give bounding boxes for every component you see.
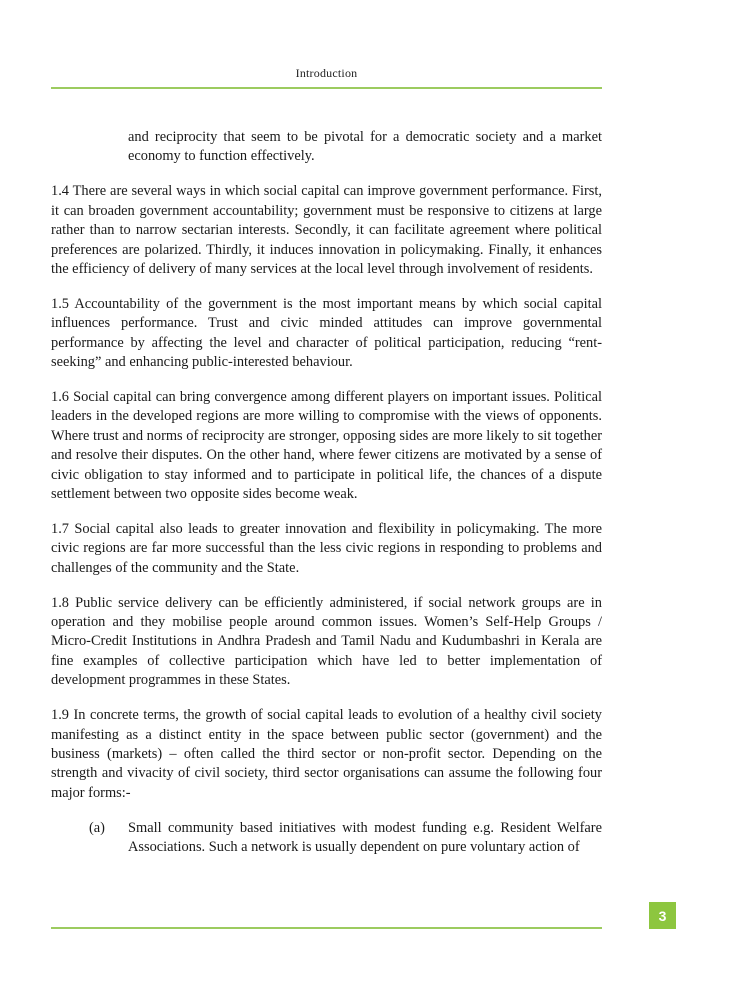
- page-body: [51, 128, 602, 858]
- paragraph-1-4: 1.4 There are several ways in which social capital can improve government performance. First, it can broaden government accountability; government must be responsive to citizens at large rather than to narrow sectarian interests. Secondly, it can facilitate agreement where political preferences are polarized. Thirdly, it induces innovation in policymaking. Finally, it enhances the efficiency of delivery of many services at the local level through involvement of residents.: [51, 183, 602, 277]
- paragraph-1-6: 1.6 Social capital can bring convergence among different players on important issues. Political leaders in the developed regions are more willing to compromise with the views of opponents. Where trust and norms of reciprocity are stronger, opposing sides are more likely to sit together and resolve their disputes. On the other hand, where fewer citizens are motivated by a sense of civic obligation to stay informed and to participate in political life, the chances of a dispute settlement between two opposite sides become weak.: [51, 388, 602, 502]
- paragraph-1-5: 1.5 Accountability of the government is the most important means by which social capital influences performance. Trust and civic minded attitudes can improve governmental performance by affecting the level and character of political participation, reducing “rent-seeking” and enhancing public-interested behaviour.: [51, 295, 602, 371]
- paragraph-1-8: 1.8 Public service delivery can be efficiently administered, if social network groups are in operation and they mobilise people around common issues. Women’s Self-Help Groups / Micro-Credit Institutions in Andhra Pradesh and Tamil Nadu and Kudumbashri in Kerala are fine examples of collective participation which have led to better implementation of development programmes in these States.: [51, 594, 602, 689]
- continued-paragraph: and reciprocity that seem to be pivotal for a democratic society and a market economy to function effectively.: [128, 129, 602, 165]
- paragraph-1-9: 1.9 In concrete terms, the growth of social capital leads to evolution of a healthy civil society manifesting as a distinct entity in the space between public sector (government) and the business (markets) – often called the third sector or non-profit sector. Depending on the strength and vivacity of civil society, third sector organisations can assume the following four major forms:-: [51, 707, 602, 801]
- page-number-badge: 3: [649, 902, 676, 929]
- running-header-title: Introduction: [295, 66, 358, 80]
- header-rule: [51, 87, 602, 89]
- footer-rule: [51, 927, 602, 929]
- list-item-a: [51, 819, 602, 858]
- paragraph-1-7: 1.7 Social capital also leads to greater innovation and flexibility in policymaking. The more civic regions are far more successful than the less civic regions in responding to problems and challenges of the community and the State.: [51, 520, 602, 576]
- list-item-label: (a): [89, 819, 105, 836]
- list-item-text: Small community based initiatives with modest funding e.g. Resident Welfare Associations. Such a network is usually dependent on pure voluntary action of: [128, 819, 602, 856]
